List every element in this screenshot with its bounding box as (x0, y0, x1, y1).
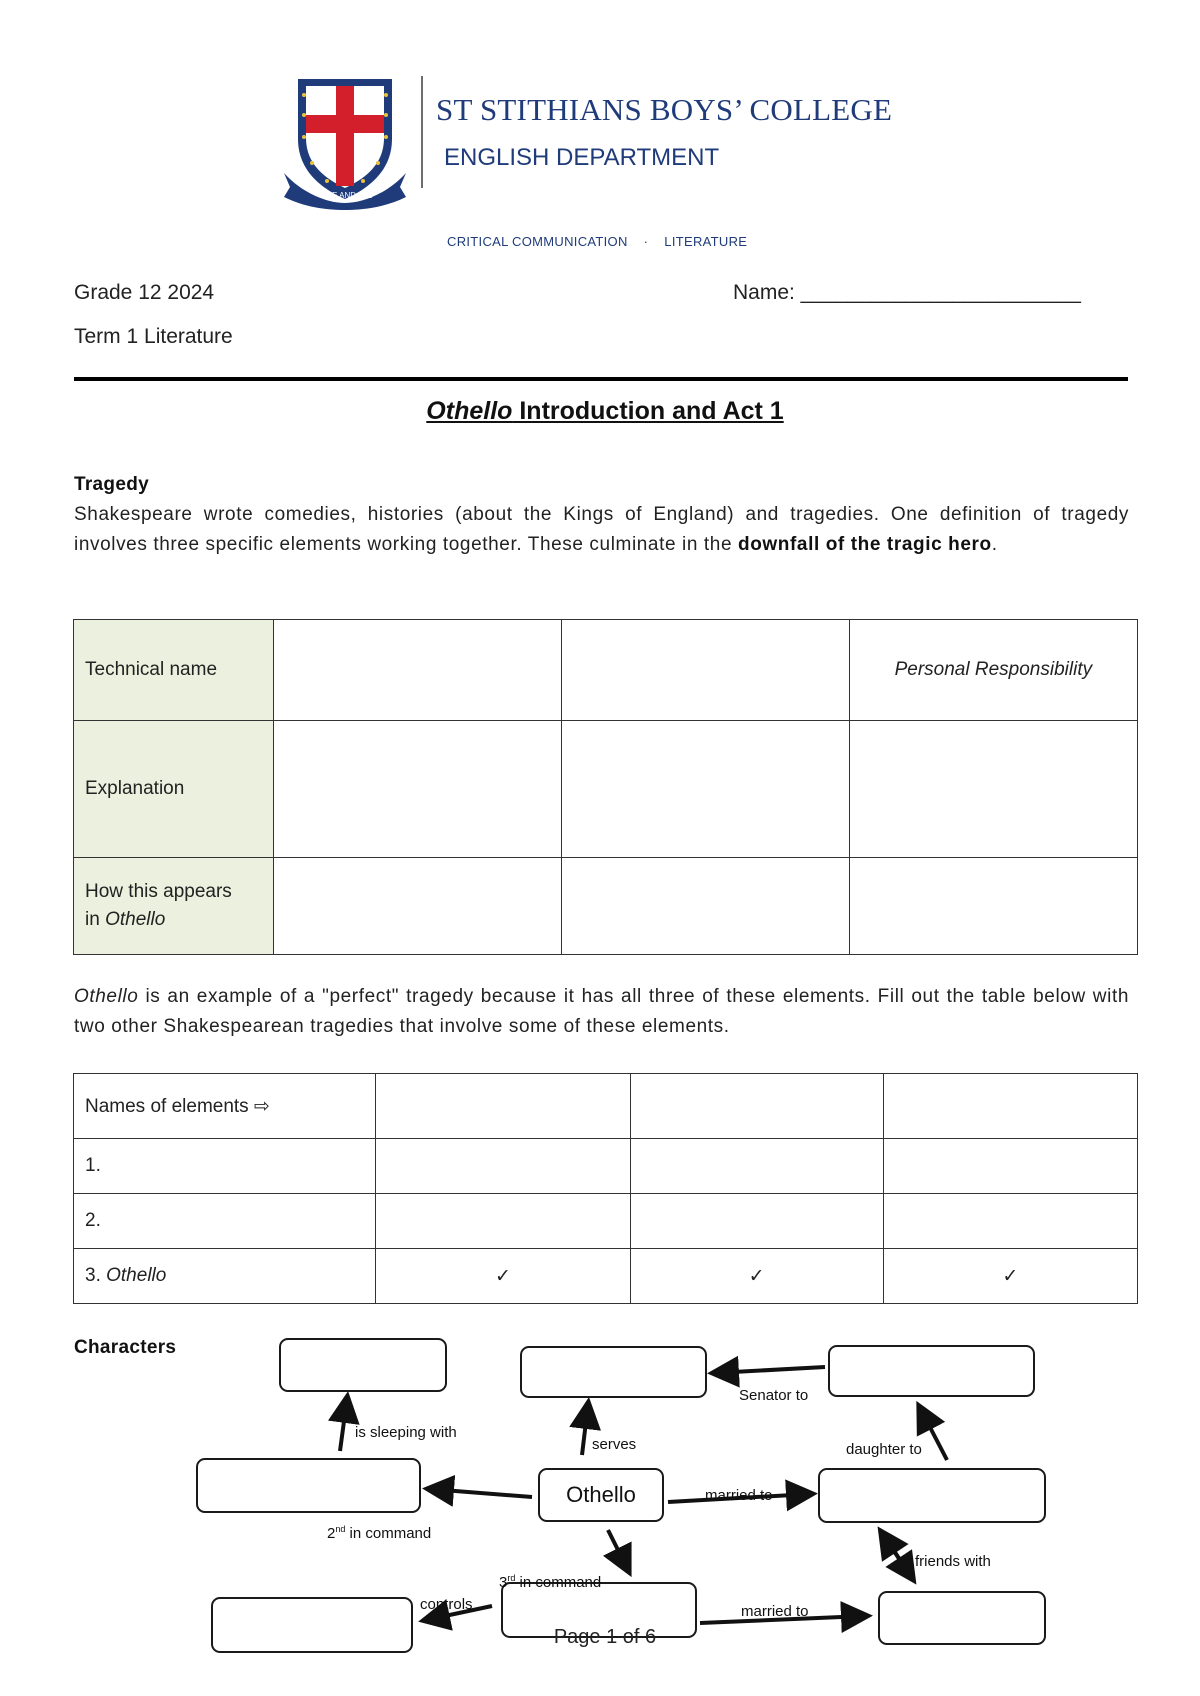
name-field: Name: ________________________ (733, 281, 1081, 304)
label-married-to-1: married to (705, 1487, 773, 1504)
tagline-separator: · (643, 234, 649, 249)
tragedy-text-end: . (991, 533, 998, 555)
label-line1: How this appears (85, 881, 232, 902)
label-friends-with: friends with (915, 1553, 991, 1570)
arrow-to-second (430, 1489, 532, 1497)
tagline-left: CRITICAL COMMUNICATION (447, 234, 628, 249)
label-daughter-to: daughter to (846, 1441, 922, 1458)
third-sup: rd (507, 1573, 516, 1583)
label-controls: controls (420, 1596, 473, 1613)
character-box-lover[interactable] (279, 1338, 447, 1392)
tragedy-heading: Tragedy (74, 474, 149, 495)
perfect-text: is an example of a "perfect" tragedy because it has all three of these elements. Fill out the table below with two other Shakespearean tragedies that involve some of these elements. (74, 986, 1129, 1037)
tragedy-text: Shakespeare wrote comedies, histories (about the Kings of England) and tragedies. One definition of tragedy involves three specific elements working together. These culminate in the (74, 504, 1129, 555)
second-sup: nd (335, 1524, 346, 1534)
crest-motto: ONE AND ALL (320, 191, 373, 200)
title-italic: Othello (426, 397, 513, 425)
arrow-senator-to (715, 1367, 825, 1373)
arrow-serves (582, 1405, 588, 1455)
title-rest: Introduction and Act 1 (512, 397, 784, 425)
second-num: 2 (327, 1525, 336, 1542)
checkmark-icon: ✓ (630, 1249, 883, 1304)
row-label: 2. (74, 1194, 376, 1249)
label-third-in-command (499, 1573, 601, 1591)
label-senator-to: Senator to (739, 1387, 809, 1404)
label-line2-prefix: in (85, 909, 106, 930)
row-label: 1. (74, 1139, 376, 1194)
term-label: Term 1 Literature (74, 325, 233, 348)
school-name: ST STITHIANS BOYS’ COLLEGE (436, 92, 893, 127)
perfect-italic: Othello (74, 986, 139, 1007)
character-box-second-in-command[interactable] (196, 1458, 421, 1513)
table-cell[interactable]: Personal Responsibility (849, 620, 1137, 721)
arrow-third-in-command (608, 1530, 628, 1570)
third-text: in command (515, 1574, 602, 1591)
tragedy-bold-text: downfall of the tragic hero (738, 533, 992, 555)
row-label-prefix: 3. (85, 1265, 107, 1286)
character-box-senator[interactable] (828, 1345, 1035, 1397)
row-label-explanation: Explanation (74, 721, 274, 858)
characters-heading: Characters (74, 1337, 177, 1358)
arrow-friends-with-back (882, 1533, 912, 1578)
department-name: ENGLISH DEPARTMENT (444, 144, 720, 171)
row-label-technical-name: Technical name (74, 620, 274, 721)
checkmark-icon: ✓ (376, 1249, 630, 1304)
row-label-italic: Othello (106, 1265, 167, 1286)
character-box-wife[interactable] (818, 1468, 1046, 1523)
arrow-is-sleeping-with (340, 1399, 347, 1451)
checkmark-icon: ✓ (883, 1249, 1137, 1304)
page-number: Page 1 of 6 (553, 1626, 657, 1648)
tagline-right: LITERATURE (664, 234, 748, 249)
label-is-sleeping-with: is sleeping with (355, 1424, 457, 1441)
label-serves: serves (592, 1436, 637, 1453)
label-second-in-command (327, 1524, 431, 1542)
grade-label: Grade 12 2024 (74, 281, 215, 304)
third-num: 3 (499, 1574, 508, 1591)
label-married-to-2: married to (741, 1603, 809, 1620)
second-text: in command (345, 1525, 432, 1542)
character-box-othello: Othello (538, 1468, 664, 1522)
character-box-duke[interactable] (520, 1346, 707, 1398)
label-line2-italic: Othello (105, 909, 166, 930)
arrow-daughter-to (920, 1408, 947, 1460)
names-of-elements-header: Names of elements ⇨ (74, 1074, 376, 1139)
